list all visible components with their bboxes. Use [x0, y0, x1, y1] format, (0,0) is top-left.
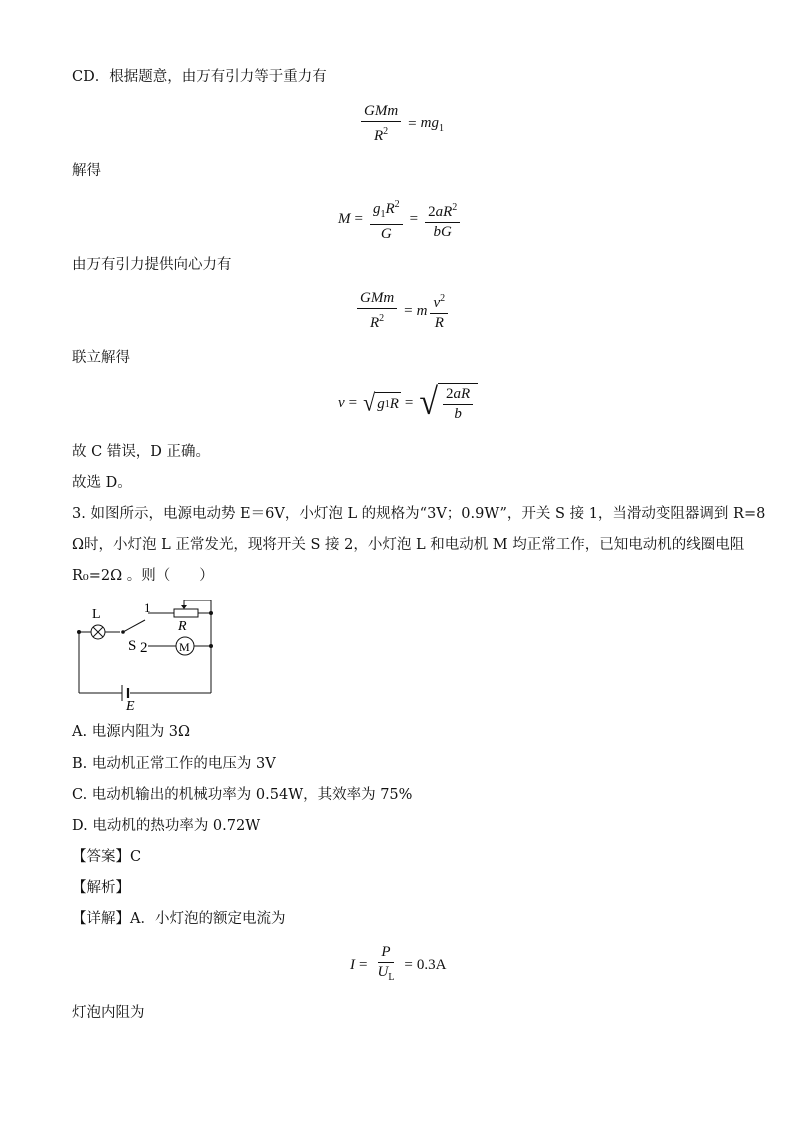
answer-label: 【答案】	[72, 849, 130, 865]
label-rheostat: R	[178, 619, 187, 634]
label-switch: S	[128, 638, 137, 654]
detail-line	[72, 909, 285, 929]
equation-rated-current: I = $\frac{P}{U_L}$ = 0.3A	[350, 944, 447, 983]
solve-text-1: 解得	[72, 163, 101, 179]
equation-gravity-equals-weight: $\frac{\text{GMm}}{R^2}$ = $mg_1$	[358, 103, 444, 145]
label-motor: M	[179, 640, 190, 654]
detail-text: A．小灯泡的额定电流为	[130, 911, 286, 927]
solve-text-2: 联立解得	[72, 350, 130, 366]
answer-line	[72, 847, 141, 867]
option-c: C. 电动机输出的机械功率为 0.54W，其效率为 75%	[72, 787, 413, 803]
question-3-line-2: Ω时，小灯泡 L 正常发光，现将开关 S 接 2，小灯泡 L 和电动机 M 均正常工作，已知电动机的线圈电阻	[72, 537, 745, 553]
rated-current-value: 0.3A	[416, 956, 447, 973]
option-a: A. 电源内阻为 3Ω	[72, 724, 191, 740]
conclusion-c-d: 故 C 错误，D 正确。	[72, 444, 211, 460]
label-terminal-2: 2	[140, 640, 148, 656]
equation-centripetal: $\frac{\text{GMm}}{R^2}$ = m $\frac{v^2}{R}$	[354, 290, 451, 332]
analysis-label: 【解析】	[72, 880, 130, 896]
option-b: B. 电动机正常工作的电压为 3V	[72, 756, 276, 772]
detail-label: 【详解】	[72, 911, 130, 927]
option-d: D. 电动机的热功率为 0.72W	[72, 818, 261, 834]
answer-value: C	[130, 849, 142, 865]
lamp-resistance-text: 灯泡内阻为	[72, 1005, 145, 1021]
circuit-diagram	[70, 600, 230, 710]
question-3-line-1: 3. 如图所示，电源电动势 E＝6V，小灯泡 L 的规格为“3V；0.9W”，开关 S 接 1，当滑动变阻器调到 R=8	[72, 506, 766, 522]
question-3-line-3: R₀=2Ω 。则（ ）	[72, 568, 214, 584]
label-lamp: L	[92, 607, 101, 622]
centripetal-text: 由万有引力提供向心力有	[72, 257, 232, 273]
equation-velocity: v = √ g 1 R = √ $\frac{2aR}{b}$	[338, 383, 478, 423]
label-terminal-1: 1	[144, 600, 151, 615]
cd-intro-text: CD．根据题意，由万有引力等于重力有	[72, 69, 327, 85]
equation-mass: M = $\frac{g_1R^2}{G}$ = $\frac{2aR^2}{bG}$	[338, 196, 463, 243]
label-battery: E	[126, 699, 135, 710]
choose-d-text: 故选 D。	[72, 475, 132, 491]
